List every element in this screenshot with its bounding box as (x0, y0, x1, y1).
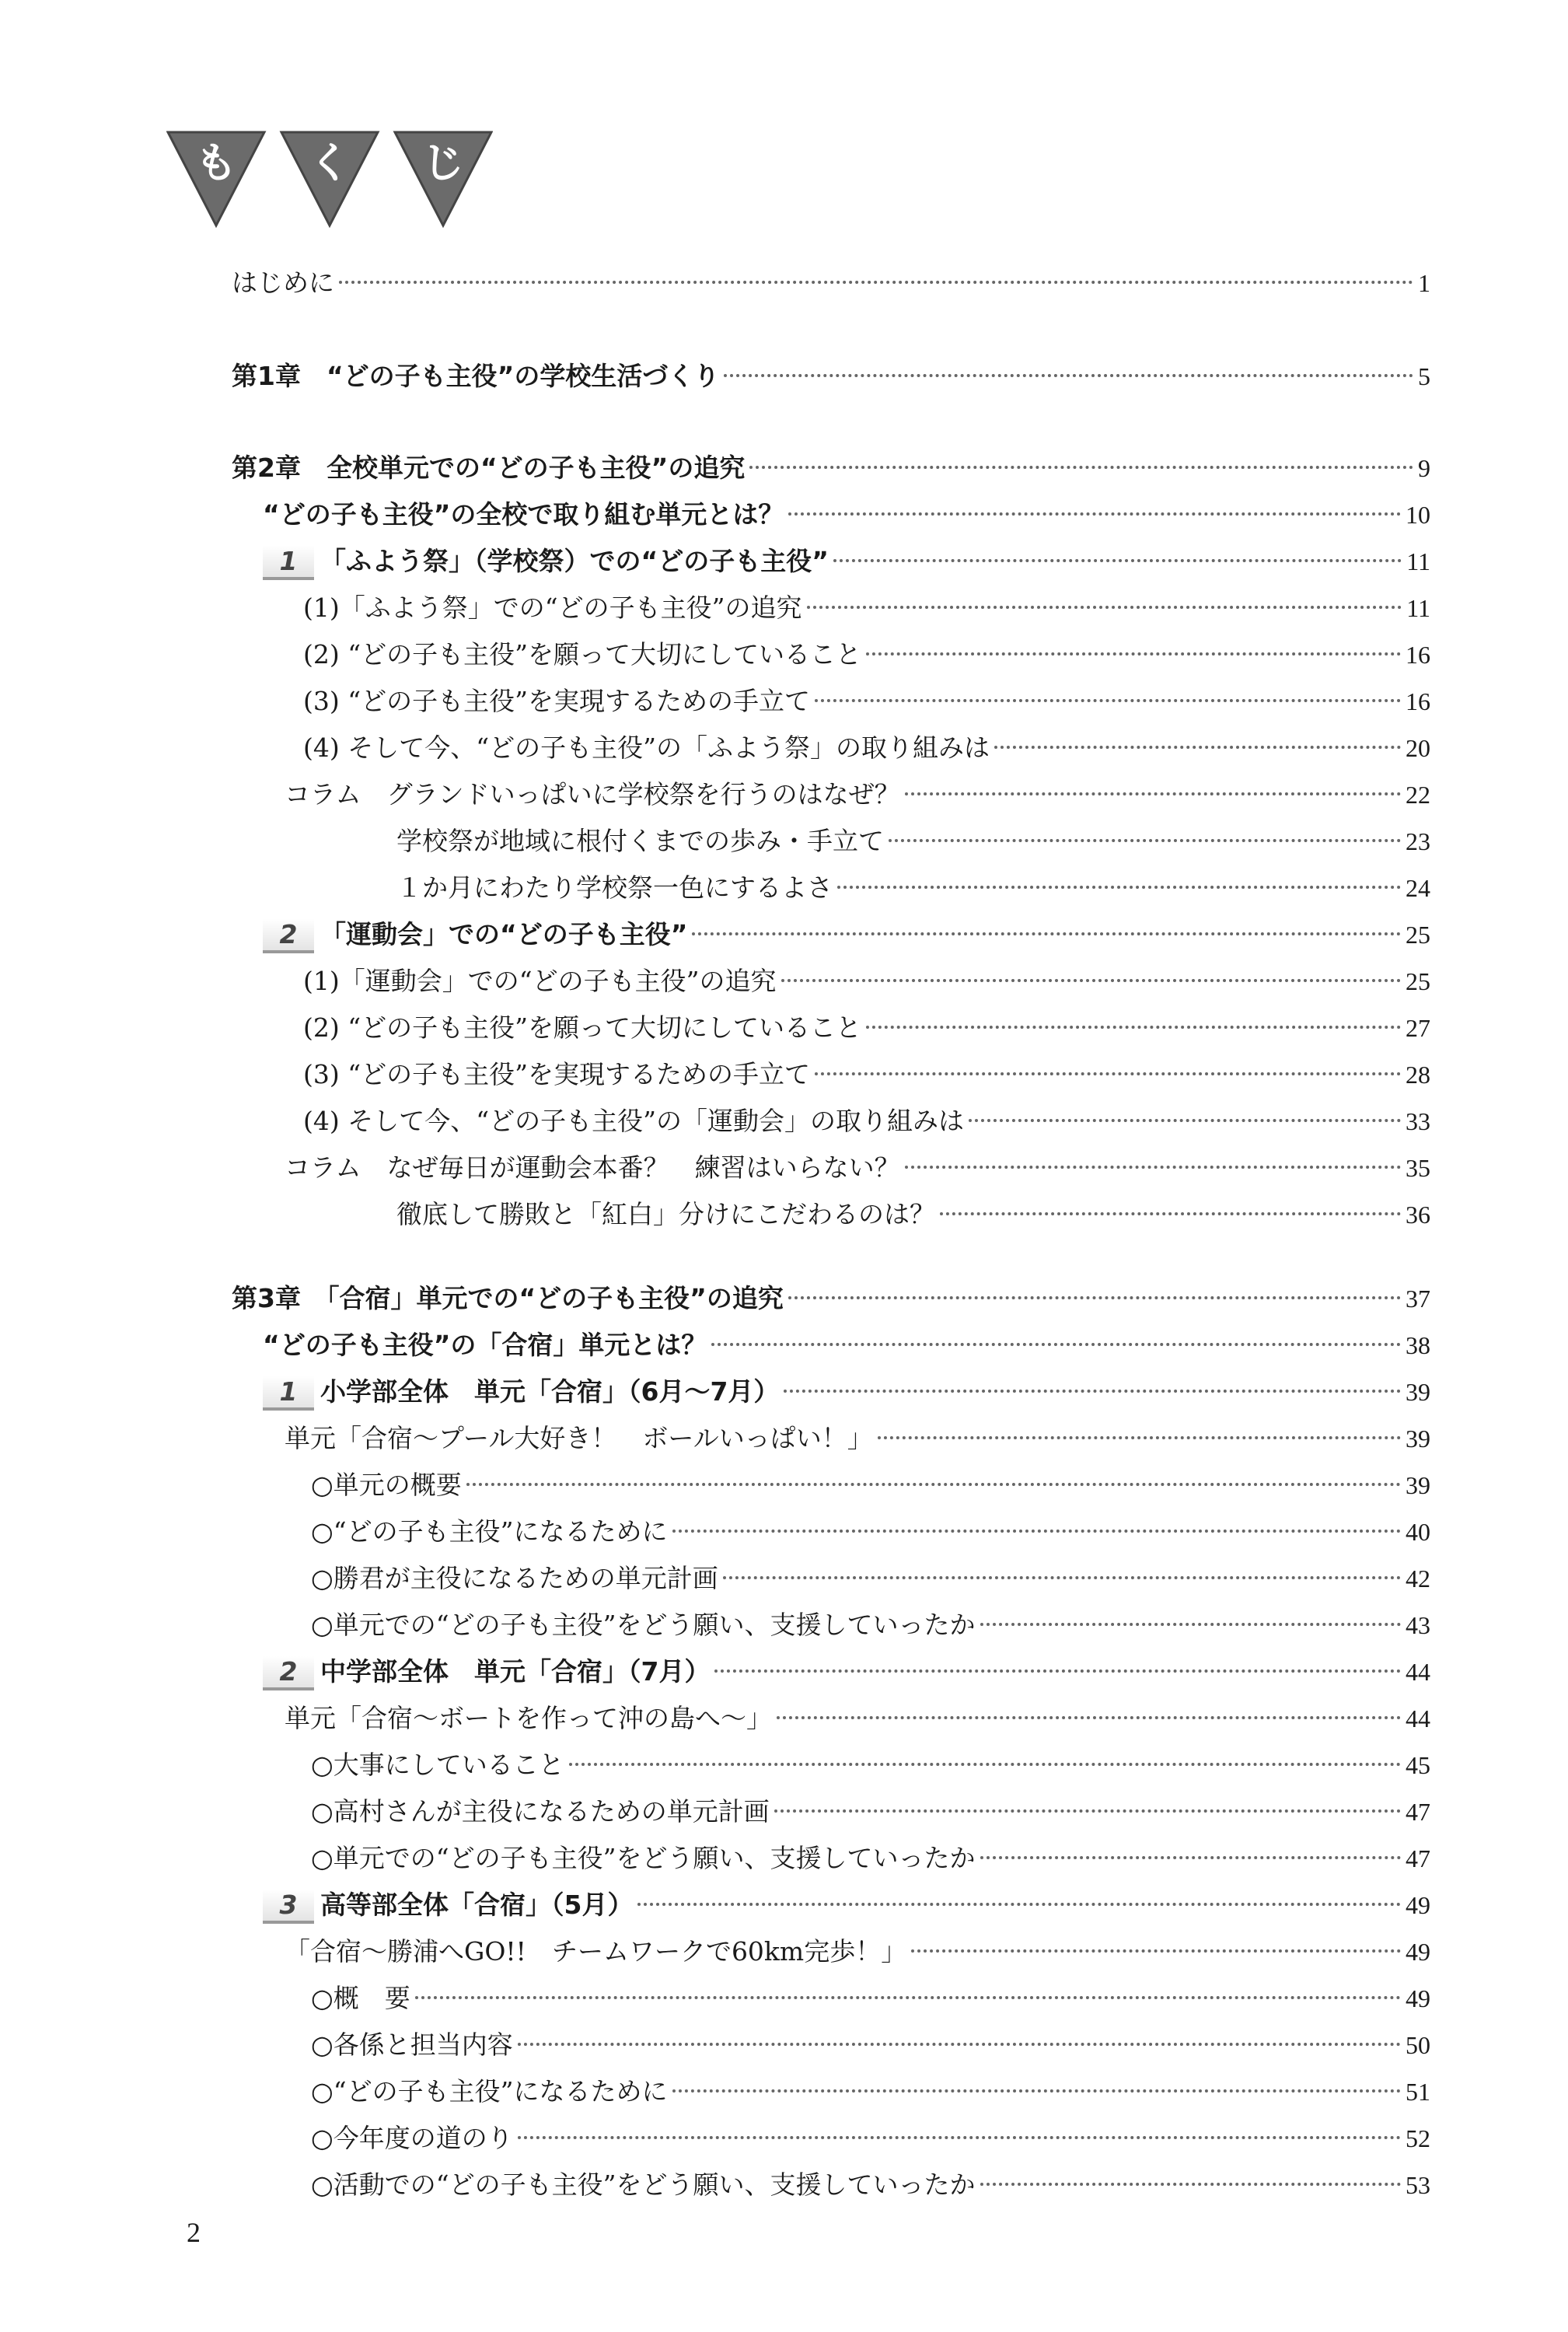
toc-entry (232, 1280, 1430, 1317)
toc-entry-title: (4) そして今、“どの子も主役”の「運動会」の取り組みは (303, 1106, 964, 1136)
toc-entry-page: 23 (1406, 827, 1430, 855)
dot-leader (833, 559, 1402, 562)
page-number: 2 (187, 2217, 201, 2248)
toc-entry (311, 2166, 1430, 2204)
toc-entry-page: 27 (1406, 1014, 1430, 1042)
toc-entry-title: (3) “どの子も主役”を実現するための手立て (303, 686, 810, 716)
dot-leader (714, 1669, 1401, 1673)
dot-leader (774, 1809, 1401, 1813)
toc-entry-page: 39 (1406, 1471, 1430, 1499)
toc-entry-title: (4) そして今、“どの子も主役”の「ふよう祭」の取り組みは (303, 732, 990, 763)
toc-entry-title: “どの子も主役”の「合宿」単元とは？ (263, 1330, 707, 1360)
toc-entry-title: 「ふよう祭」（学校祭）での“どの子も主役” (320, 546, 829, 576)
toc-entry-page: 35 (1406, 1154, 1430, 1182)
toc-entry-title: ○各係と担当内容 (311, 2030, 513, 2060)
toc-entry-page: 25 (1406, 967, 1430, 995)
toc-entry-page: 36 (1406, 1201, 1430, 1229)
dot-leader (980, 2183, 1401, 2186)
toc-entry (311, 1513, 1430, 1551)
toc-entry-page: 40 (1406, 1518, 1430, 1546)
toc-entry-page: 9 (1418, 454, 1430, 482)
toc-entry-title: ○大事にしていること (311, 1750, 564, 1780)
toc-entry (232, 264, 1430, 302)
toc-entry-title: 第2章 全校単元での“どの子も主役”の追究 (232, 453, 746, 483)
dot-leader (815, 699, 1401, 702)
dot-leader (815, 1072, 1401, 1075)
section-number-badge: 1 (263, 1376, 314, 1411)
toc-entry-title: 高等部全体「合宿」（5月） (320, 1890, 634, 1920)
toc-entry-page: 47 (1406, 1798, 1430, 1826)
toc-entry-page: 45 (1406, 1751, 1430, 1779)
toc-entry-page: 44 (1406, 1658, 1430, 1686)
dot-leader (569, 1763, 1401, 1766)
toc-entry-title: (2) “どの子も主役”を願って大切にしていること (303, 639, 861, 670)
dot-leader (788, 512, 1401, 516)
toc-entry (232, 449, 1430, 487)
toc-entry-page: 42 (1406, 1565, 1430, 1593)
dot-leader (672, 1530, 1401, 1533)
toc-entry-page: 51 (1406, 2078, 1430, 2106)
dot-leader (940, 1212, 1401, 1215)
toc-entry (303, 589, 1430, 627)
toc-entry-page: 25 (1406, 921, 1430, 949)
toc-entry-page: 16 (1406, 641, 1430, 669)
toc-entry (285, 1420, 1430, 1457)
toc-entry-page: 44 (1406, 1704, 1430, 1732)
toc-entry (303, 683, 1430, 720)
toc-entry (311, 1840, 1430, 1877)
toc-entry-title: (3) “どの子も主役”を実現するための手立て (303, 1059, 810, 1089)
toc-entry-title: ○“どの子も主役”になるために (311, 2076, 668, 2106)
dot-leader (749, 466, 1413, 469)
toc-entry (263, 916, 1430, 953)
toc-entry-title: ○高村さんが主役になるための単元計画 (311, 1796, 770, 1827)
title-char-1: も (195, 138, 237, 187)
toc-entry-page: 33 (1406, 1107, 1430, 1135)
toc-entry-title: ○単元での“どの子も主役”をどう願い、支援していったか (311, 1610, 976, 1640)
dot-leader (905, 1166, 1401, 1169)
dot-leader (637, 1903, 1401, 1906)
dot-leader (672, 2089, 1401, 2093)
dot-leader (692, 932, 1401, 935)
toc-entry-page: 43 (1406, 1611, 1430, 1639)
toc-entry (396, 823, 1430, 860)
dot-leader (415, 1996, 1401, 1999)
dot-leader (866, 652, 1401, 656)
toc-entry-page: 1 (1418, 269, 1430, 297)
dot-leader (777, 1716, 1401, 1719)
dot-leader (339, 281, 1413, 284)
dot-leader (837, 886, 1401, 889)
dot-leader (980, 1856, 1401, 1859)
toc-entry (232, 358, 1430, 395)
dot-leader (788, 1296, 1401, 1299)
toc-entry-title: ○単元の概要 (311, 1470, 462, 1500)
section-number-badge: 2 (263, 1656, 314, 1690)
toc-entry-page: 52 (1406, 2124, 1430, 2152)
toc-entry (263, 1327, 1430, 1364)
toc-entry-page: 47 (1406, 1844, 1430, 1872)
toc-entry-title: 学校祭が地域に根付くまでの歩み・手立て (396, 826, 884, 856)
toc-entry (311, 1980, 1430, 2017)
toc-entry (285, 1933, 1430, 1970)
toc-entry-title: 「運動会」での“どの子も主役” (320, 919, 688, 949)
toc-entry (311, 1746, 1430, 1784)
toc-entry-page: 37 (1406, 1285, 1430, 1313)
toc-entry-page: 49 (1406, 1938, 1430, 1966)
dot-leader (889, 839, 1401, 842)
dot-leader (724, 374, 1413, 377)
toc-entry-title: 単元「合宿～プール大好き！ ボールいっぱい！」 (285, 1423, 873, 1453)
dot-leader (969, 1119, 1401, 1122)
toc-entry-page: 39 (1406, 1425, 1430, 1453)
toc-entry-page: 11 (1406, 594, 1430, 622)
toc-entry-title: ○単元での“どの子も主役”をどう願い、支援していったか (311, 1843, 976, 1873)
dot-leader (994, 746, 1401, 749)
toc-entry-page: 49 (1406, 1891, 1430, 1919)
dot-leader (781, 979, 1402, 982)
toc-entry-title: (1)「運動会」での“どの子も主役”の追究 (303, 966, 777, 996)
toc-entry-title: 「合宿～勝浦へGO!! チームワークで60km完歩！」 (285, 1936, 907, 1967)
toc-entry-title: 第3章 「合宿」単元での“どの子も主役”の追究 (232, 1283, 784, 1313)
toc-entry (285, 1149, 1430, 1187)
toc-entry (311, 2026, 1430, 2064)
toc-entry-page: 11 (1406, 547, 1430, 575)
dot-leader (518, 2136, 1401, 2139)
toc-entry-title: ○“どの子も主役”になるために (311, 1516, 668, 1547)
section-number-badge: 3 (263, 1890, 314, 1924)
toc-entry (303, 1103, 1430, 1140)
toc-entry-title: コラム グランドいっぱいに学校祭を行うのはなぜ？ (285, 779, 900, 809)
toc-entry (303, 1009, 1430, 1047)
dot-leader (980, 1623, 1401, 1626)
toc-entry (263, 496, 1430, 533)
toc-entry-title: ○活動での“どの子も主役”をどう願い、支援していったか (311, 2169, 976, 2200)
toc-entry-title: １か月にわたり学校祭一色にするよさ (396, 872, 833, 903)
toc-entry-page: 38 (1406, 1331, 1430, 1359)
dot-leader (723, 1576, 1401, 1579)
toc-entry (263, 1653, 1430, 1690)
toc-entry-page: 20 (1406, 734, 1430, 762)
dot-leader (878, 1436, 1401, 1439)
toc-entry-page: 16 (1406, 687, 1430, 715)
toc-entry (263, 543, 1430, 580)
toc-entry-page: 24 (1406, 874, 1430, 902)
toc-entry-title: 中学部全体 単元「合宿」（7月） (320, 1656, 711, 1687)
toc-entry-title: コラム なぜ毎日が運動会本番？ 練習はいらない？ (285, 1152, 900, 1183)
toc-entry (396, 869, 1430, 907)
toc-entry-page: 39 (1406, 1378, 1430, 1406)
toc-entry (311, 1467, 1430, 1504)
dot-leader (518, 2043, 1401, 2046)
toc-entry-page: 28 (1406, 1061, 1430, 1089)
toc-entry (303, 963, 1430, 1000)
dot-leader (866, 1026, 1401, 1029)
toc-entry-page: 53 (1406, 2171, 1430, 2199)
toc-entry-title: 小学部全体 単元「合宿」（6月～7月） (320, 1376, 780, 1407)
toc-entry-page: 49 (1406, 1984, 1430, 2012)
toc-entry-title: ○勝君が主役になるための単元計画 (311, 1563, 718, 1593)
toc-entry-title: “どの子も主役”の全校で取り組む単元とは？ (263, 499, 784, 530)
toc-entry-title: はじめに (232, 267, 334, 298)
toc-entry-title: 徹底して勝敗と「紅白」分けにこだわるのは？ (396, 1199, 935, 1229)
toc-entry-page: 50 (1406, 2031, 1430, 2059)
toc-entry-page: 22 (1406, 781, 1430, 809)
section-number-badge: 2 (263, 919, 314, 953)
section-number-badge: 1 (263, 546, 314, 580)
toc-entry-title: 単元「合宿～ボートを作って沖の島へ～」 (285, 1703, 772, 1733)
toc-entry-title: ○今年度の道のり (311, 2123, 513, 2153)
toc-entry (285, 776, 1430, 813)
toc-entry (285, 1700, 1430, 1737)
dot-leader (711, 1343, 1401, 1346)
toc-entry (311, 1793, 1430, 1830)
toc-entry-title: (2) “どの子も主役”を願って大切にしていること (303, 1012, 861, 1043)
toc-entry (303, 729, 1430, 767)
toc-entry (263, 1886, 1430, 1924)
dot-leader (466, 1483, 1401, 1486)
toc-entry (311, 1560, 1430, 1597)
toc-entry-page: 5 (1418, 362, 1430, 390)
toc-entry (263, 1373, 1430, 1411)
toc-entry-title: (1)「ふよう祭」での“どの子も主役”の追究 (303, 593, 802, 623)
toc-entry (311, 1607, 1430, 1644)
title-char-2: く (309, 138, 351, 187)
title-char-3: じ (422, 138, 464, 187)
toc-entry (311, 2120, 1430, 2157)
dot-leader (784, 1390, 1401, 1393)
toc-entry-page: 10 (1406, 501, 1430, 529)
toc-entry (311, 2073, 1430, 2110)
toc-entry (303, 1056, 1430, 1093)
dot-leader (905, 792, 1401, 795)
toc-entry-title: 第1章 “どの子も主役”の学校生活づくり (232, 361, 720, 391)
toc-entry-title: ○概 要 (311, 1983, 410, 2013)
dot-leader (911, 1949, 1401, 1953)
dot-leader (807, 606, 1402, 609)
toc-entry (396, 1196, 1430, 1233)
toc-entry (303, 636, 1430, 673)
